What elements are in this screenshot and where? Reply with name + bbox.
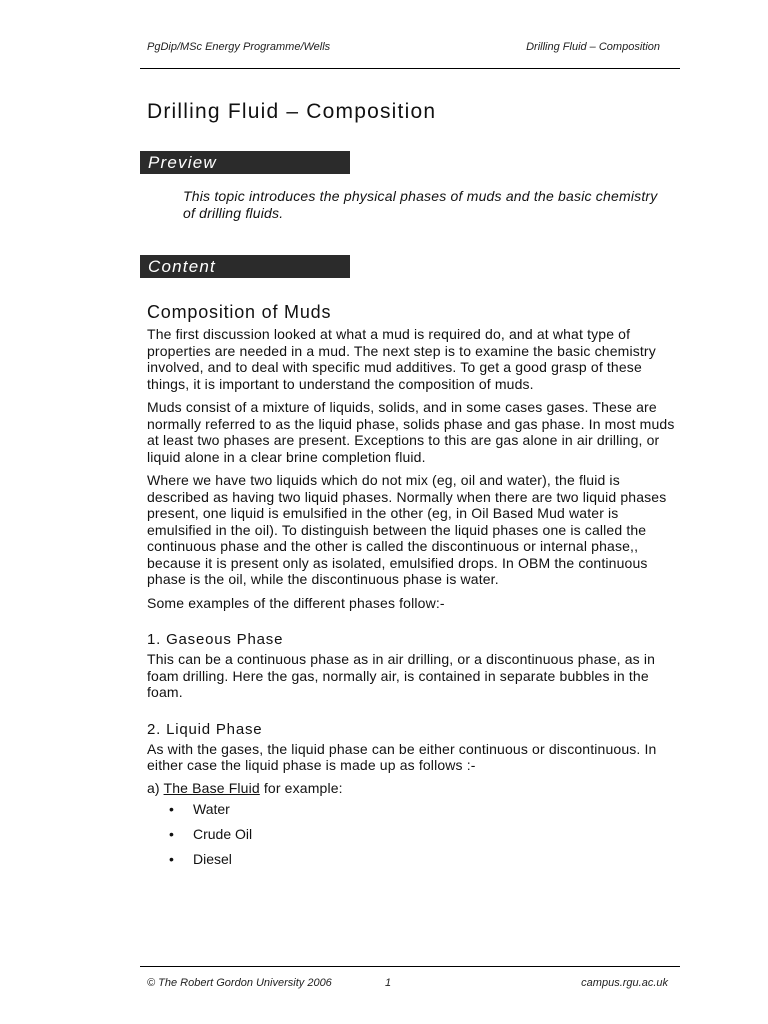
base-fluid-suffix: for example: <box>263 779 343 796</box>
preview-heading: Preview <box>148 153 217 172</box>
content-heading: Content <box>148 257 216 276</box>
list-item-label: Crude Oil <box>193 825 253 842</box>
base-fluid-line <box>147 780 677 797</box>
base-fluid-list <box>147 801 677 876</box>
bullet-icon: • <box>169 850 174 867</box>
paragraph-liquids: Where we have two liquids which do not mix (eg, oil and water), the fluid is described as having two liquid phases. Normally when there are two liquid phases present, one liquid is emulsified in the other (eg, in Oil Based Mud water is emulsified in the oil). To distinguish between the liquid phases one is called the continuous phase and the other is called the discontinuous or internal phase,, because it is present only as isolated, emulsified drops. In OBM the continuous phase is the oil, while the discontinuous phase is water. <box>147 472 667 587</box>
main-content <box>147 301 677 876</box>
list-item <box>147 826 677 851</box>
paragraph-phases: Muds consist of a mixture of liquids, solids, and in some cases gases. These are normally referred to as the liquid phase, solids phase and gas phase. In most muds at least two phases are present. Exceptions to this are gas alone in air drilling, or liquid alone in a clear brine completion fluid. <box>147 399 675 465</box>
footer-rule <box>140 966 680 967</box>
list-item <box>147 801 677 826</box>
paragraph-liquid: As with the gases, the liquid phase can be either continuous or discontinuous. In either case the liquid phase is made up as follows :- <box>147 740 657 773</box>
section-heading-liquid: 2. Liquid Phase <box>147 720 263 738</box>
header-rule <box>140 68 680 69</box>
footer-copyright: © The Robert Gordon University 2006 <box>147 977 332 989</box>
page-number: 1 <box>385 977 392 989</box>
base-fluid-prefix: a) <box>147 779 160 796</box>
footer-website: campus.rgu.ac.uk <box>581 977 668 989</box>
list-item-label: Diesel <box>193 850 232 867</box>
header-topic: Drilling Fluid – Composition <box>526 41 660 53</box>
section-heading-gaseous: 1. Gaseous Phase <box>147 631 284 648</box>
section-heading-composition: Composition of Muds <box>147 302 332 322</box>
bullet-icon: • <box>169 800 174 817</box>
content-heading-bar <box>140 255 350 278</box>
list-item-label: Water <box>193 800 230 817</box>
base-fluid-term: The Base Fluid <box>163 779 260 796</box>
paragraph-examples: Some examples of the different phases follow:- <box>147 594 445 611</box>
preview-heading-bar <box>140 151 350 174</box>
paragraph-gaseous: This can be a continuous phase as in air drilling, or a discontinuous phase, as in foam drilling. Here the gas, normally air, is contained in separate bubbles in the foam. <box>147 651 656 700</box>
header-course: PgDip/MSc Energy Programme/Wells <box>147 41 331 53</box>
preview-text: This topic introduces the physical phases of muds and the basic chemistry of drilling fluids. <box>183 188 658 221</box>
page-title: Drilling Fluid – Composition <box>147 100 437 123</box>
bullet-icon: • <box>169 825 174 842</box>
paragraph-intro: The first discussion looked at what a mud is required do, and at what type of properties are needed in a mud. The next step is to examine the basic chemistry involved, and to deal with specific mud additives. To get a good grasp of these things, it is important to understand the composition of muds. <box>147 326 656 392</box>
list-item <box>147 851 677 876</box>
